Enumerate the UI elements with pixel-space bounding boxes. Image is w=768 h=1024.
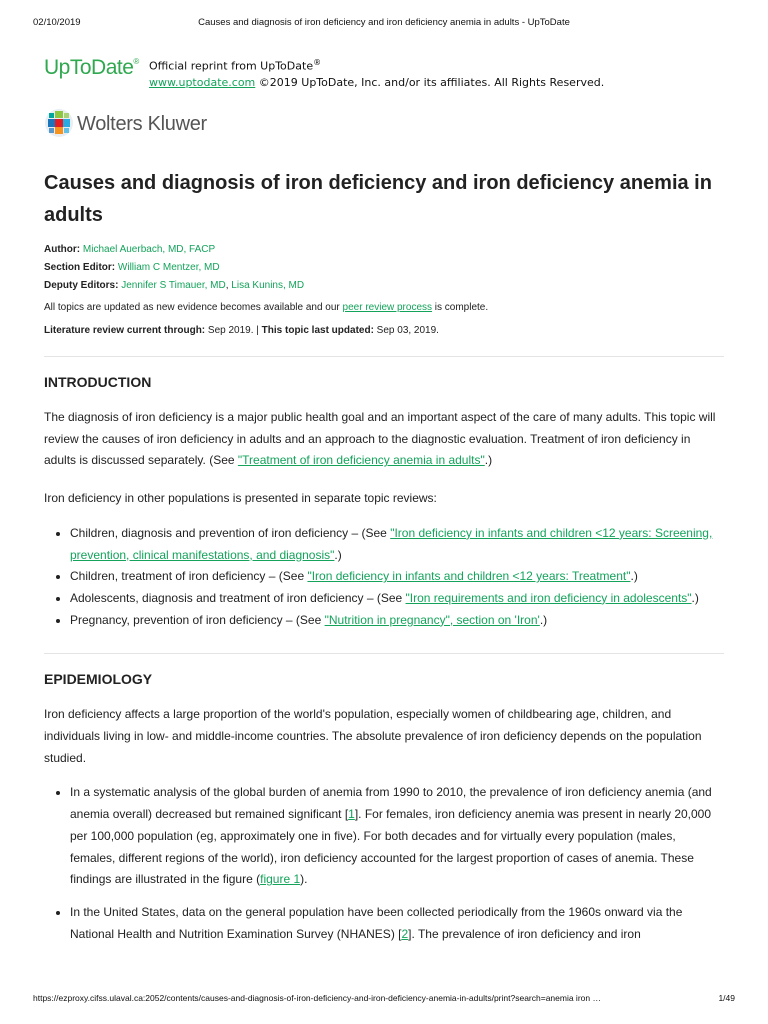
list-item: • Adolescents, diagnosis and treatment of iron deficiency – (See "Iron requirements and iron deficiency in adolescents".) xyxy=(70,588,724,610)
article-meta xyxy=(44,241,724,295)
deputy-editor-link[interactable]: Jennifer S Timauer, MD xyxy=(121,280,226,291)
list-item: • Pregnancy, prevention of iron deficiency – (See "Nutrition in pregnancy", section on 'Iron'.) xyxy=(70,610,724,632)
figure-link[interactable]: figure 1 xyxy=(260,872,301,887)
print-date: 02/10/2019 xyxy=(33,17,81,28)
reference-link[interactable]: 1 xyxy=(348,807,355,822)
update-note: All topics are updated as new evidence becomes available and our peer review process is complete. xyxy=(44,302,489,313)
epidemiology-list xyxy=(44,782,724,945)
topic-link[interactable]: "Iron deficiency in infants and children <12 years: Treatment" xyxy=(307,569,631,584)
literature-review-line: Literature review current through: Sep 2019. | This topic last updated: Sep 03, 2019. xyxy=(44,325,439,336)
deputy-editor-link[interactable]: Lisa Kunins, MD xyxy=(231,280,305,291)
site-link[interactable]: www.uptodate.com xyxy=(149,75,256,89)
print-header xyxy=(33,17,735,31)
copyright-text: ©2019 UpToDate, Inc. and/or its affiliates. All Rights Reserved. xyxy=(255,75,605,89)
peer-review-link[interactable]: peer review process xyxy=(342,302,433,313)
author-line: Author: Michael Auerbach, MD, FACP xyxy=(44,244,216,255)
print-url: https://ezproxy.cifss.ulaval.ca:2052/contents/causes-and-diagnosis-of-iron-deficiency-and-iron-deficiency-anemia-in-adults/print?search=anemia iron … xyxy=(33,993,601,1003)
epidemiology-heading: EPIDEMIOLOGY xyxy=(44,671,153,688)
page-number: 1/49 xyxy=(718,993,735,1003)
print-title: Causes and diagnosis of iron deficiency and iron deficiency anemia in adults - UpToDate xyxy=(198,17,570,28)
introduction-paragraph: Iron deficiency in other populations is presented in separate topic reviews: xyxy=(44,491,437,506)
list-item: • In a systematic analysis of the global burden of anemia from 1990 to 2010, the prevalence of iron deficiency anemia (and anemia overall) decreased but remained significant [1]. For females, iron deficiency anemia was present in nearly 20,000 per 100,000 population (eg, approximately one in five). For both decades and for virtually every population (males, females, different regions of the world), iron deficiency accounted for the largest proportion of cases of anemia. These findings are illustrated in the figure (figure 1). xyxy=(70,782,724,891)
deputy-editors-line: Deputy Editors: Jennifer S Timauer, MD, Lisa Kunins, MD xyxy=(44,280,305,291)
section-editor-line: Section Editor: William C Mentzer, MD xyxy=(44,262,220,273)
epidemiology-paragraph: Iron deficiency affects a large proportion of the world's population, especially women of childbearing age, children, and individuals living in low- and middle-income countries. The absolute prevalence of iron deficiency depends on the population studied. xyxy=(44,707,702,765)
topic-link[interactable]: "Iron deficiency in infants and children <12 years: Screening, prevention, clinical manifestations, and diagnosis" xyxy=(70,525,713,562)
topic-link[interactable]: "Nutrition in pregnancy", section on 'Iron' xyxy=(324,612,540,627)
print-footer xyxy=(33,993,735,1007)
section-editor-link[interactable]: William C Mentzer, MD xyxy=(117,262,220,273)
introduction-paragraph: The diagnosis of iron deficiency is a major public health goal and an important aspect of the care of many adults. This topic will review the causes of iron deficiency in adults and an approach to the diagnostic evaluation. Treatment of iron deficiency in adults is discussed separately. (See "Treatment of iron deficiency anemia in adults".) xyxy=(44,410,716,468)
reprint-line: Official reprint from UpToDate xyxy=(149,59,314,73)
article-title: Causes and diagnosis of iron deficiency and iron deficiency anemia in adults xyxy=(44,172,712,226)
article xyxy=(44,167,724,956)
author-link[interactable]: Michael Auerbach, MD, FACP xyxy=(82,244,216,255)
list-item: • Children, treatment of iron deficiency – (See "Iron deficiency in infants and children <12 years: Treatment".) xyxy=(70,566,724,588)
uptodate-logo[interactable]: UpToDate® xyxy=(44,56,139,79)
topic-review-list xyxy=(44,523,724,632)
list-item: • Children, diagnosis and prevention of iron deficiency – (See "Iron deficiency in infants and children <12 years: Screening, prevention, clinical manifestations, and diagnosis".) xyxy=(70,523,724,566)
reprint-notice: Official reprint from UpToDate® www.uptodate.com ©2019 UpToDate, Inc. and/or its affiliates. All Rights Reserved. xyxy=(149,58,605,89)
wolters-kluwer-name: Wolters Kluwer xyxy=(77,113,207,135)
section-divider xyxy=(44,653,724,654)
reference-link[interactable]: 2 xyxy=(401,926,409,941)
introduction-heading: INTRODUCTION xyxy=(44,374,152,390)
list-item: • In the United States, data on the general population have been collected periodically from the 1960s onward via the National Health and Nutrition Examination Survey (NHANES) [2]. The prevalence of iron deficiency and iron xyxy=(70,902,724,945)
section-divider xyxy=(44,356,724,357)
topic-link[interactable]: "Iron requirements and iron deficiency in adolescents" xyxy=(405,590,692,605)
wolters-kluwer-logo-icon xyxy=(44,108,74,138)
topic-link[interactable]: "Treatment of iron deficiency anemia in adults" xyxy=(237,453,485,468)
